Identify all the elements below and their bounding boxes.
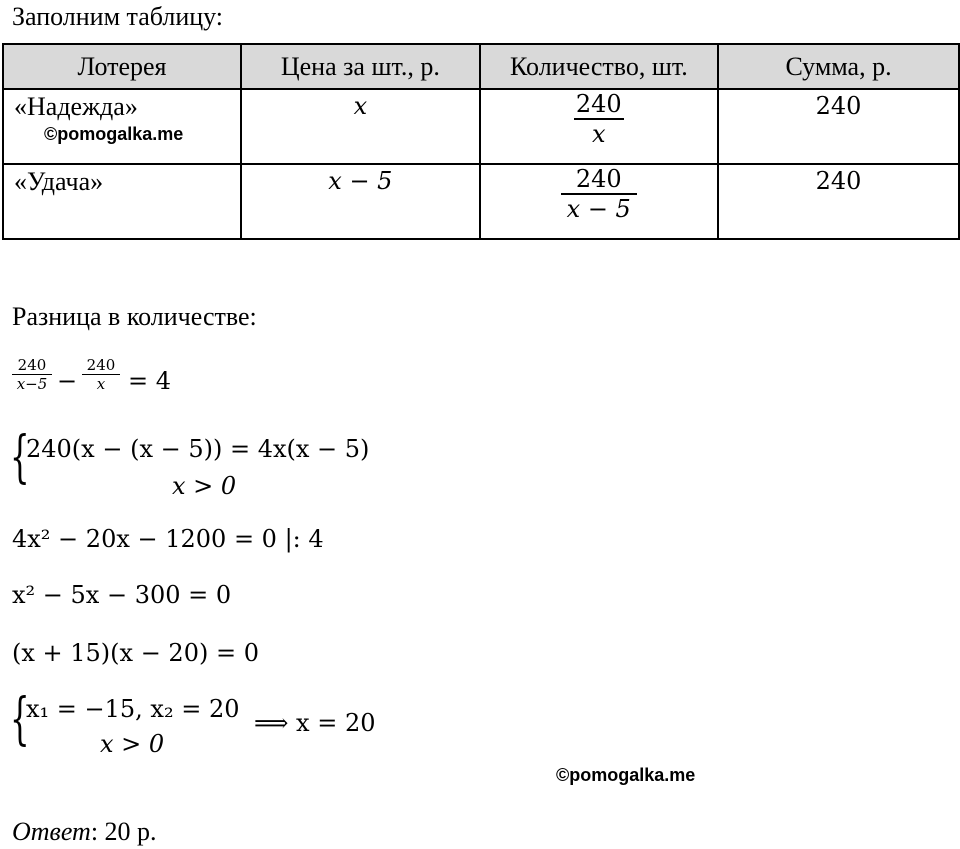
fraction-denominator: x <box>96 375 106 393</box>
header-quantity: Количество, шт. <box>480 44 718 89</box>
cell-price <box>241 164 480 239</box>
eq1-fraction-1 <box>12 356 52 393</box>
fraction-numerator: 240 <box>575 90 622 118</box>
cell-quantity <box>480 89 718 164</box>
lottery-name: «Удача» <box>14 167 104 196</box>
cell-price <box>241 89 480 164</box>
quantity-fraction <box>574 90 624 148</box>
equation-factored: (x + 15)(x − 20) = 0 <box>12 639 259 667</box>
lottery-table <box>2 43 960 240</box>
lottery-name: «Надежда» <box>14 92 138 121</box>
answer-value: : 20 р. <box>90 817 157 846</box>
header-price: Цена за шт., р. <box>241 44 480 89</box>
eq1-rhs: = 4 <box>128 367 172 395</box>
fraction-numerator: 240 <box>575 165 622 193</box>
header-sum: Сумма, р. <box>718 44 959 89</box>
table-row <box>3 164 959 239</box>
cell-sum <box>718 164 959 239</box>
table-row <box>3 89 959 164</box>
system2-line1: x₁ = −15, x₂ = 20 <box>26 695 240 723</box>
fraction-denominator: x − 5 <box>566 195 631 223</box>
cell-name <box>3 164 241 239</box>
header-lottery: Лотерея <box>3 44 241 89</box>
fraction-denominator: x−5 <box>16 375 48 393</box>
intro-text: Заполним таблицу: <box>12 2 224 31</box>
price-value: x − 5 <box>328 167 393 195</box>
table-header-row <box>3 44 959 89</box>
answer-line <box>12 817 157 847</box>
watermark-table: ©pomogalka.me <box>44 124 184 144</box>
eq1-fraction-2 <box>82 356 120 393</box>
sum-value: 240 <box>815 167 862 195</box>
cell-quantity <box>480 164 718 239</box>
system2-line2: x > 0 <box>100 730 165 758</box>
system-brace: { <box>10 425 30 490</box>
fraction-numerator: 240 <box>17 356 47 374</box>
cell-sum <box>718 89 959 164</box>
fraction-denominator: x <box>591 120 606 148</box>
fraction-numerator: 240 <box>86 356 116 374</box>
equation-quadratic: 4x² − 20x − 1200 = 0 |: 4 <box>12 525 324 553</box>
cell-name <box>3 89 241 164</box>
equation-reduced: x² − 5x − 300 = 0 <box>12 581 232 609</box>
difference-label: Разница в количестве: <box>12 302 257 331</box>
system1-line2: x > 0 <box>172 472 237 500</box>
watermark-bottom: ©pomogalka.me <box>556 765 696 785</box>
system1-line1: 240(x − (x − 5)) = 4x(x − 5) <box>26 435 370 463</box>
system2-conclusion: ⟹ x = 20 <box>254 709 376 737</box>
price-value: x <box>353 92 368 120</box>
system-brace: { <box>10 687 30 752</box>
sum-value: 240 <box>815 92 862 120</box>
quantity-fraction <box>561 165 637 223</box>
answer-label: Ответ <box>12 817 91 846</box>
eq1-minus: − <box>57 367 78 395</box>
